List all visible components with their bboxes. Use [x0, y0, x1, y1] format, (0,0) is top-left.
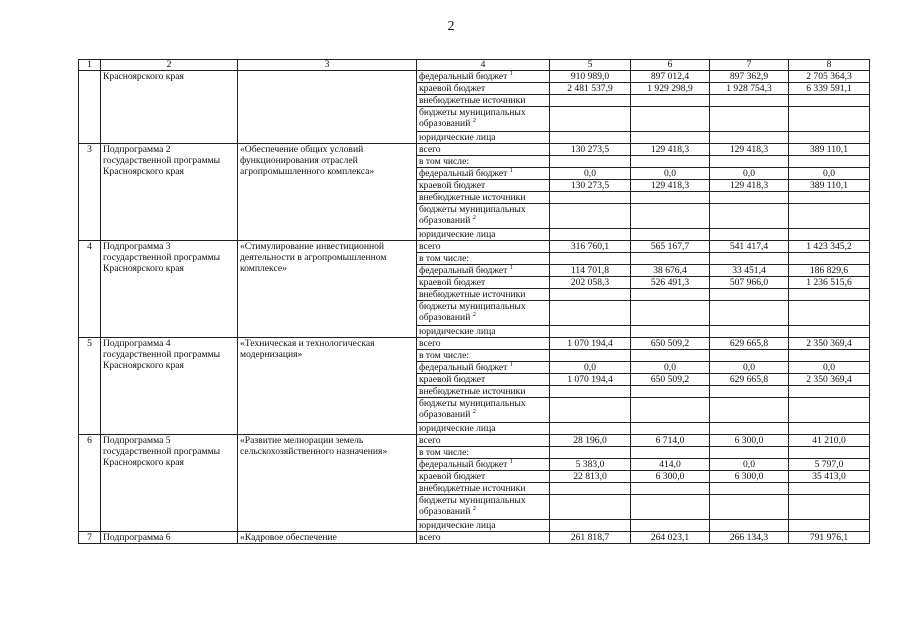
value-cell: 1 929 298,9 [631, 83, 710, 95]
value-cell [710, 398, 789, 423]
program-line: Подпрограмма 2 [103, 144, 171, 155]
title-line: «Обеспечение общих условий [240, 144, 364, 155]
value-cell [550, 398, 631, 423]
value-cell: 130 273,5 [550, 144, 631, 156]
title-line: «Стимулирование инвестиционной [240, 241, 385, 252]
source-legal: юридические лица [417, 229, 550, 241]
value-cell [789, 386, 870, 398]
value-cell: 264 023,1 [631, 532, 710, 544]
value-cell [789, 156, 870, 168]
value-cell [789, 326, 870, 338]
value-cell [789, 301, 870, 326]
value-cell [550, 350, 631, 362]
value-cell: 130 273,5 [550, 180, 631, 192]
program-line: государственной программы [103, 349, 221, 360]
source-extra: внебюджетные источники [417, 483, 550, 495]
table-row [79, 71, 870, 83]
value-cell [550, 447, 631, 459]
value-cell [710, 289, 789, 301]
source-incl: в том числе: [417, 350, 550, 362]
page-number: 2 [447, 19, 455, 34]
value-cell [550, 192, 631, 204]
program-cell [101, 144, 238, 241]
row-number: 7 [79, 532, 101, 544]
source-extra: внебюджетные источники [417, 95, 550, 107]
value-cell [631, 229, 710, 241]
value-cell [631, 423, 710, 435]
value-cell [631, 156, 710, 168]
value-cell: 114 701,8 [550, 265, 631, 277]
value-cell: 6 300,0 [710, 471, 789, 483]
column-number: 8 [789, 60, 870, 71]
value-cell: 6 339 591,1 [789, 83, 870, 95]
subprogram-title [238, 338, 417, 435]
value-cell [710, 447, 789, 459]
value-cell: 129 418,3 [631, 144, 710, 156]
value-cell [710, 156, 789, 168]
value-cell: 186 829,6 [789, 265, 870, 277]
value-cell [789, 229, 870, 241]
value-cell: 28 196,0 [550, 435, 631, 447]
value-cell [631, 447, 710, 459]
value-cell [789, 192, 870, 204]
value-cell: 629 665,8 [710, 374, 789, 386]
program-cell [101, 71, 238, 144]
value-cell [631, 253, 710, 265]
value-cell: 629 665,8 [710, 338, 789, 350]
row-number: 3 [79, 144, 101, 241]
source-total: всего [417, 241, 550, 253]
value-cell [550, 386, 631, 398]
value-cell [631, 398, 710, 423]
value-cell: 0,0 [789, 362, 870, 374]
source-incl: в том числе: [417, 447, 550, 459]
value-cell: 389 110,1 [789, 144, 870, 156]
value-cell: 650 509,2 [631, 338, 710, 350]
source-municipal: бюджеты муниципальных образований $^2$ [417, 398, 550, 423]
program-line: Красноярского края [103, 360, 184, 371]
value-cell [789, 495, 870, 520]
program-cell [101, 435, 238, 532]
source-extra: внебюджетные источники [417, 192, 550, 204]
value-cell [631, 386, 710, 398]
table-row [79, 338, 870, 350]
subprogram-title: «Кадровое обеспечение [238, 532, 417, 544]
program-name: Подпрограмма 6 [101, 532, 238, 544]
value-cell [710, 350, 789, 362]
value-cell [550, 204, 631, 229]
footnote-mark: 2 [472, 214, 476, 221]
value-cell: 2 481 537,9 [550, 83, 631, 95]
program-line: Красноярского края [103, 263, 184, 274]
value-cell [631, 192, 710, 204]
footnote-mark: 1 [509, 70, 513, 77]
value-cell: 261 818,7 [550, 532, 631, 544]
source-municipal: бюджеты муниципальных образований $^2$ [417, 204, 550, 229]
footnote-mark: 2 [472, 408, 476, 415]
value-cell [789, 483, 870, 495]
value-cell [550, 253, 631, 265]
source-legal: юридические лица [417, 326, 550, 338]
program-cell [101, 338, 238, 435]
value-cell: 414,0 [631, 459, 710, 471]
value-cell: 1 070 194,4 [550, 374, 631, 386]
value-cell [710, 386, 789, 398]
value-cell: 526 491,3 [631, 277, 710, 289]
value-cell: 129 418,3 [710, 180, 789, 192]
program-line: Подпрограмма 4 [103, 338, 171, 349]
value-cell: 565 167,7 [631, 241, 710, 253]
source-federal: федеральный бюджет $^1$ [417, 459, 550, 471]
program-line: Красноярского края [103, 71, 184, 82]
value-cell [550, 423, 631, 435]
program-line: государственной программы [103, 446, 221, 457]
value-cell [550, 326, 631, 338]
source-total: всего [417, 435, 550, 447]
row-number: 5 [79, 338, 101, 435]
program-line: Красноярского края [103, 166, 184, 177]
subprogram-title [238, 435, 417, 532]
value-cell: 6 300,0 [710, 435, 789, 447]
footnote-mark: 2 [472, 505, 476, 512]
table-row [79, 532, 870, 544]
column-number: 3 [238, 60, 417, 71]
title-line: «Техническая и технологическая [240, 338, 375, 349]
value-cell [550, 156, 631, 168]
subprogram-blocks [79, 144, 870, 532]
value-cell [789, 253, 870, 265]
source-regional: краевой бюджет [417, 277, 550, 289]
value-cell: 2 350 369,4 [789, 338, 870, 350]
footnote-mark: 1 [509, 361, 513, 368]
value-cell [550, 229, 631, 241]
value-cell [710, 301, 789, 326]
title-line: комплексе» [240, 263, 287, 274]
source-municipal: бюджеты муниципальных образований $^2$ [417, 495, 550, 520]
value-cell: 0,0 [631, 168, 710, 180]
title-line: сельскохозяйственного назначения» [240, 446, 388, 457]
value-cell: 202 058,3 [550, 277, 631, 289]
footnote-mark: 2 [472, 117, 476, 124]
program-cell [101, 241, 238, 338]
value-cell [550, 289, 631, 301]
value-cell [550, 301, 631, 326]
title-line: деятельности в агропромышленном [240, 252, 387, 263]
column-number-row [79, 60, 870, 71]
footnote-mark: 1 [509, 167, 513, 174]
value-cell [631, 495, 710, 520]
column-number: 1 [79, 60, 101, 71]
value-cell [710, 520, 789, 532]
value-cell [631, 301, 710, 326]
column-number: 4 [417, 60, 550, 71]
value-cell [710, 495, 789, 520]
value-cell: 22 813,0 [550, 471, 631, 483]
source-total: всего [417, 338, 550, 350]
source-total: всего [417, 532, 550, 544]
row-number: 6 [79, 435, 101, 532]
title-line: модернизация» [240, 349, 303, 360]
program-line: государственной программы [103, 252, 221, 263]
value-cell: 1 928 754,3 [710, 83, 789, 95]
program-line: Подпрограмма 5 [103, 435, 171, 446]
value-cell: 0,0 [710, 362, 789, 374]
value-cell: 2 705 364,3 [789, 71, 870, 83]
value-cell: 0,0 [789, 168, 870, 180]
footnote-mark: 2 [472, 311, 476, 318]
value-cell: 0,0 [710, 459, 789, 471]
source-legal: юридические лица [417, 423, 550, 435]
source-regional: краевой бюджет [417, 180, 550, 192]
source-regional: краевой бюджет [417, 374, 550, 386]
program-line: Красноярского края [103, 457, 184, 468]
footnote-mark: 1 [509, 458, 513, 465]
table-row [79, 435, 870, 447]
column-number: 6 [631, 60, 710, 71]
value-cell: 6 300,0 [631, 471, 710, 483]
title-line: функционирования отраслей [240, 155, 358, 166]
value-cell: 389 110,1 [789, 180, 870, 192]
footnote-mark: 1 [509, 264, 513, 271]
value-cell: 129 418,3 [710, 144, 789, 156]
value-cell: 5 797,0 [789, 459, 870, 471]
source-legal: юридические лица [417, 132, 550, 144]
value-cell: 0,0 [631, 362, 710, 374]
value-cell: 650 509,2 [631, 374, 710, 386]
table-row [79, 241, 870, 253]
source-extra: внебюджетные источники [417, 289, 550, 301]
value-cell: 6 714,0 [631, 435, 710, 447]
value-cell: 35 413,0 [789, 471, 870, 483]
source-municipal: бюджеты муниципальных образований $^2$ [417, 107, 550, 132]
budget-table [78, 59, 870, 544]
subprogram-title [238, 241, 417, 338]
row-number: 4 [79, 241, 101, 338]
value-cell [550, 483, 631, 495]
value-cell [710, 483, 789, 495]
value-cell [550, 520, 631, 532]
value-cell [710, 192, 789, 204]
value-cell: 0,0 [710, 168, 789, 180]
value-cell: 38 676,4 [631, 265, 710, 277]
table-row [79, 144, 870, 156]
value-cell [631, 204, 710, 229]
source-regional: краевой бюджет [417, 471, 550, 483]
value-cell: 897 362,9 [710, 71, 789, 83]
value-cell: 33 451,4 [710, 265, 789, 277]
value-cell [631, 289, 710, 301]
column-number: 2 [101, 60, 238, 71]
source-incl: в том числе: [417, 253, 550, 265]
value-cell: 791 976,1 [789, 532, 870, 544]
value-cell [789, 520, 870, 532]
value-cell: 0,0 [550, 362, 631, 374]
value-cell: 316 760,1 [550, 241, 631, 253]
source-incl: в том числе: [417, 156, 550, 168]
value-cell [789, 398, 870, 423]
value-cell [789, 447, 870, 459]
value-cell: 266 134,3 [710, 532, 789, 544]
value-cell [631, 520, 710, 532]
value-cell [789, 423, 870, 435]
source-federal: федеральный бюджет $^1$ [417, 71, 550, 83]
source-total: всего [417, 144, 550, 156]
value-cell [789, 289, 870, 301]
value-cell: 1 070 194,4 [550, 338, 631, 350]
value-cell [710, 229, 789, 241]
column-number: 5 [550, 60, 631, 71]
value-cell: 1 236 515,6 [789, 277, 870, 289]
value-cell: 0,0 [550, 168, 631, 180]
value-cell: 41 210,0 [789, 435, 870, 447]
value-cell [631, 483, 710, 495]
source-legal: юридические лица [417, 520, 550, 532]
value-cell [631, 326, 710, 338]
source-federal: федеральный бюджет $^1$ [417, 362, 550, 374]
program-line: Подпрограмма 3 [103, 241, 171, 252]
value-cell [789, 204, 870, 229]
title-line: агропромышленного комплекса» [240, 166, 375, 177]
value-cell [710, 423, 789, 435]
source-federal: федеральный бюджет $^1$ [417, 168, 550, 180]
value-cell [710, 326, 789, 338]
value-cell: 897 012,4 [631, 71, 710, 83]
source-regional: краевой бюджет [417, 83, 550, 95]
subprogram-title [238, 144, 417, 241]
source-federal: федеральный бюджет $^1$ [417, 265, 550, 277]
value-cell: 129 418,3 [631, 180, 710, 192]
value-cell [789, 350, 870, 362]
source-municipal: бюджеты муниципальных образований $^2$ [417, 301, 550, 326]
value-cell: 2 350 369,4 [789, 374, 870, 386]
value-cell [550, 495, 631, 520]
value-cell: 5 383,0 [550, 459, 631, 471]
program-line: государственной программы [103, 155, 221, 166]
title-line: «Развитие мелиорации земель [240, 435, 364, 446]
column-number: 7 [710, 60, 789, 71]
row-number-cell [79, 71, 101, 144]
value-cell: 1 423 345,2 [789, 241, 870, 253]
source-extra: внебюджетные источники [417, 386, 550, 398]
value-cell: 541 417,4 [710, 241, 789, 253]
value-cell: 507 966,0 [710, 277, 789, 289]
value-cell: 910 989,0 [550, 71, 631, 83]
value-cell [710, 253, 789, 265]
title-cell [238, 71, 417, 144]
value-cell [710, 204, 789, 229]
value-cell [631, 350, 710, 362]
